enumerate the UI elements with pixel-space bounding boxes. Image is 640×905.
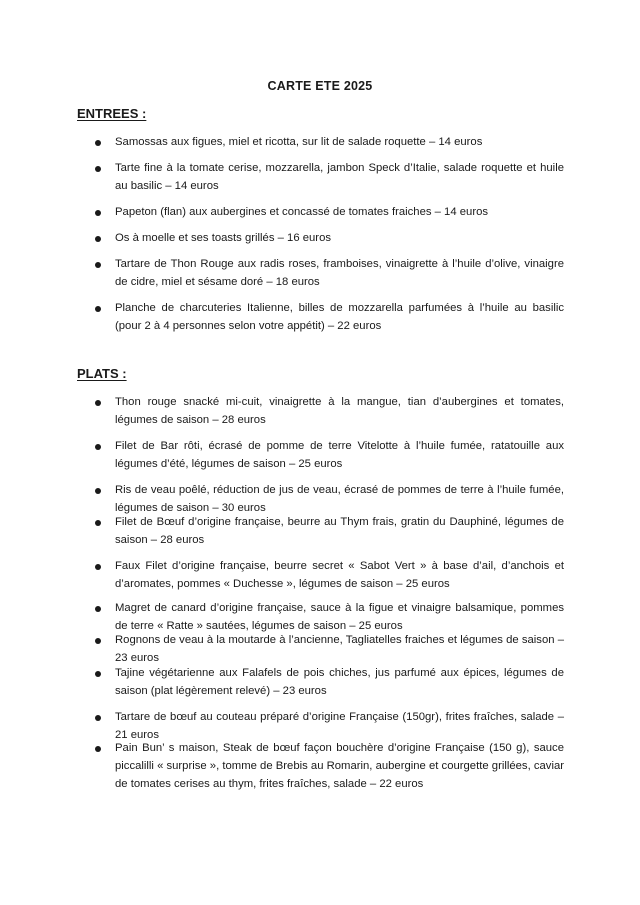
bullet-icon [95, 606, 101, 612]
bullet-icon [95, 400, 101, 406]
bullet-icon [95, 715, 101, 721]
menu-title: CARTE ETE 2025 [267, 79, 373, 93]
bullet-icon [95, 671, 101, 677]
bullet-icon [95, 210, 101, 216]
menu-item: Papeton (flan) aux aubergines et concassé de tomates fraiches – 14 euros [115, 206, 489, 218]
bullet-icon [95, 564, 101, 570]
menu-item: Thon rouge snacké mi-cuit, vinaigrette à la mangue, tian d’aubergines et tomates, légumes de saison – 28 euros [115, 396, 564, 426]
bullet-icon [95, 166, 101, 172]
menu-item: Planche de charcuteries Italienne, billes de mozzarella parfumées à l’huile au basilic (pour 2 à 4 personnes selon votre appétit) – 22 euros [115, 302, 564, 332]
bullet-icon [95, 262, 101, 268]
bullet-icon [95, 520, 101, 526]
bullet-icon [95, 746, 101, 752]
menu-item: Filet de Bœuf d’origine française, beurre au Thym frais, gratin du Dauphiné, légumes de saison – 28 euros [115, 516, 564, 546]
menu-item: Os à moelle et ses toasts grillés – 16 euros [115, 232, 331, 244]
bullet-icon [95, 638, 101, 644]
bullet-icon [95, 444, 101, 450]
menu-item: Tajine végétarienne aux Falafels de pois chiches, jus parfumé aux épices, légumes de saison (plat légèrement relevé) – 23 euros [115, 667, 564, 697]
section-heading-plats: PLATS : [77, 366, 127, 381]
menu-item: Faux Filet d’origine française, beurre secret « Sabot Vert » à base d’ail, d’anchois et d’aromates, pommes « Duchesse », légumes de saison – 25 euros [115, 560, 564, 590]
bullet-icon [95, 488, 101, 494]
bullet-icon [95, 236, 101, 242]
menu-item: Magret de canard d’origine française, sauce à la figue et vinaigre balsamique, pommes de terre « Ratte » sautées, légumes de saison – 25 euros [115, 602, 564, 632]
menu-item: Pain Bun’ s maison, Steak de bœuf façon bouchère d’origine Française (150 g), sauce piccalilli « surprise », tomme de Brebis au Romarin, aubergine et courgette grillées, caviar de tomates cerises au thym, frites fraîches, salade – 22 euros [115, 742, 564, 790]
menu-item: Tartare de bœuf au couteau préparé d’origine Française (150gr), frites fraîches, salade – 21 euros [115, 711, 564, 741]
bullet-icon [95, 140, 101, 146]
menu-item: Tartare de Thon Rouge aux radis roses, framboises, vinaigrette à l’huile d’olive, vinaigre de cidre, miel et sésame doré – 18 euros [115, 258, 564, 288]
bullet-icon [95, 306, 101, 312]
section-heading-entrees: ENTREES : [77, 106, 147, 121]
menu-item: Filet de Bar rôti, écrasé de pomme de terre Vitelotte à l’huile fumée, ratatouille aux légumes d’été, légumes de saison – 25 euros [115, 440, 564, 470]
menu-item: Samossas aux figues, miel et ricotta, sur lit de salade roquette – 14 euros [115, 136, 483, 148]
menu-item: Rognons de veau à la moutarde à l’ancienne, Tagliatelles fraiches et légumes de saison – 23 euros [115, 634, 564, 664]
menu-item: Ris de veau poêlé, réduction de jus de veau, écrasé de pommes de terre à l’huile fumée, légumes de saison – 30 euros [115, 484, 564, 514]
menu-item: Tarte fine à la tomate cerise, mozzarella, jambon Speck d’Italie, salade roquette et huile au basilic – 14 euros [115, 162, 564, 192]
